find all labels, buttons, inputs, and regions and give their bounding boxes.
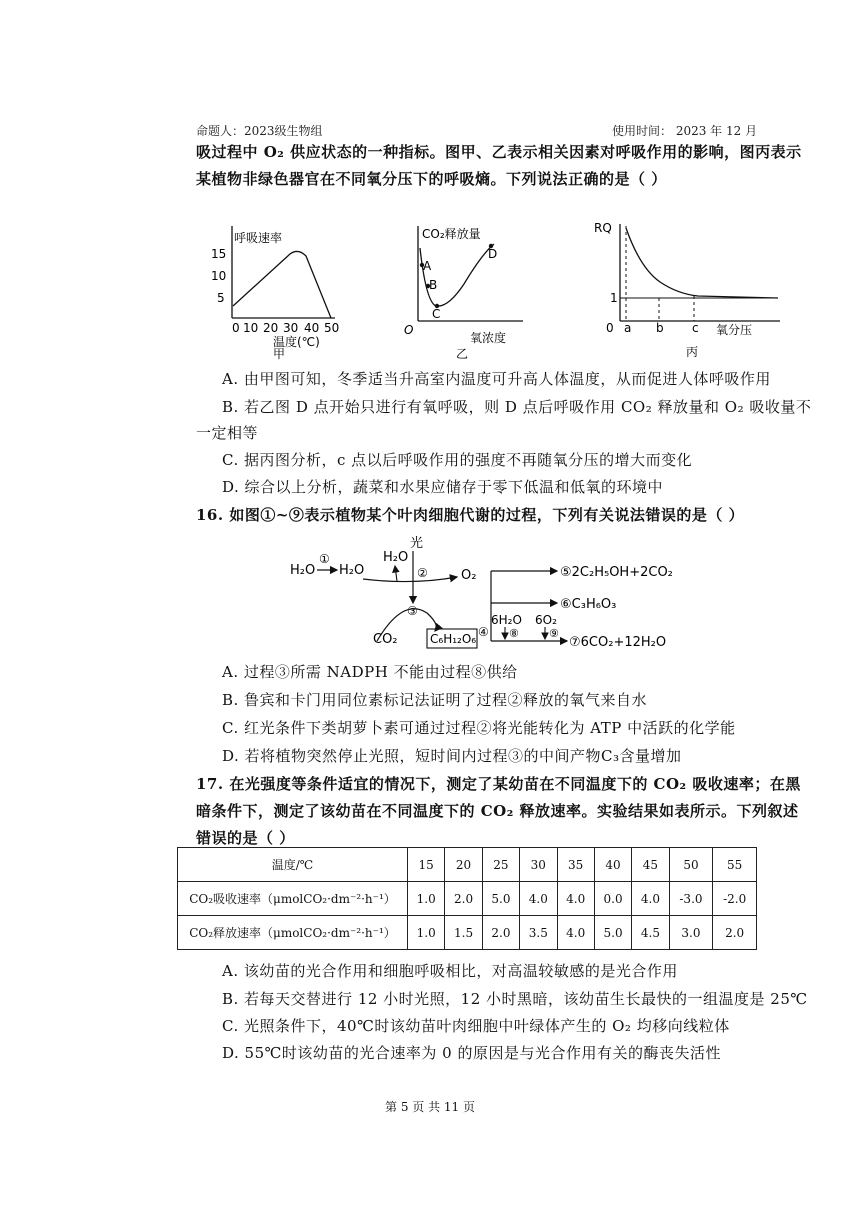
table-cell: 1.0 <box>408 916 445 950</box>
diag-h2o-top: H₂O <box>383 550 409 565</box>
page-footer: 第 5 页 共 11 页 <box>385 1100 475 1114</box>
bing-xlabel: 氧分压 <box>716 323 753 337</box>
jia-ylabel: 呼吸速率 <box>234 231 283 245</box>
jia-ytick-15: 15 <box>211 247 227 261</box>
table-row <box>178 882 757 916</box>
yi-ylabel: CO₂释放量 <box>422 227 481 241</box>
table-row <box>178 916 757 950</box>
yi-label-b: B <box>429 278 438 292</box>
table-cell: 4.5 <box>632 916 669 950</box>
diag-product-5: ⑤2C₂H₅OH+2CO₂ <box>560 565 673 580</box>
q16-stem: 16. 如图①~⑨表示植物某个叶肉细胞代谢的过程，下列有关说法错误的是（ ） <box>196 506 745 524</box>
table-cell: 4.0 <box>520 882 557 916</box>
jia-xtick-50: 50 <box>324 321 340 335</box>
intro-line-2: 某植物非绿色器官在不同氧分压下的呼吸熵。下列说法正确的是（ ） <box>196 170 667 188</box>
diag-glucose: C₆H₁₂O₆ <box>430 632 477 646</box>
yi-origin: O <box>404 323 414 337</box>
diag-product-7: ⑦6CO₂+12H₂O <box>569 635 667 650</box>
q16-option-a: A. 过程③所需 NADPH 不能由过程⑧供给 <box>222 663 518 681</box>
jia-ytick-5: 5 <box>217 291 225 305</box>
table-cell: 5.0 <box>482 882 519 916</box>
bing-xtick-b: b <box>656 321 664 335</box>
table-header-cell: 45 <box>632 848 669 882</box>
table-cell: 0.0 <box>594 882 631 916</box>
table-cell: CO₂释放速率（μmolCO₂·dm⁻²·h⁻¹） <box>178 916 408 950</box>
diag-product-6: ⑥C₃H₆O₃ <box>560 597 617 612</box>
table-cell: 4.0 <box>632 882 669 916</box>
diag-step-3: ③ <box>407 604 418 618</box>
yi-label-a: A <box>423 259 432 273</box>
q16-option-c: C. 红光条件下类胡萝卜素可通过过程②将光能转化为 ATP 中活跃的化学能 <box>222 719 736 737</box>
table-cell: 2.0 <box>482 916 519 950</box>
bing-xtick-0: 0 <box>606 321 614 335</box>
table-cell: 5.0 <box>594 916 631 950</box>
bing-ylabel: RQ <box>594 221 612 235</box>
figure-yi <box>398 218 538 363</box>
diag-step-8: ⑧ <box>509 627 519 640</box>
q17-option-a: A. 该幼苗的光合作用和细胞呼吸相比，对高温较敏感的是光合作用 <box>222 962 678 980</box>
q16-metabolism-diagram <box>285 533 705 658</box>
jia-xtick-0: 0 <box>232 321 240 335</box>
q17-data-table <box>177 847 757 950</box>
yi-label-c: C <box>432 307 441 321</box>
header-author: 命题人：2023级生物组 <box>196 124 323 138</box>
table-cell: 4.0 <box>557 882 594 916</box>
table-header-cell: 50 <box>669 848 713 882</box>
q15-option-d: D. 综合以上分析，蔬菜和水果应储存于零下低温和低氧的环境中 <box>222 478 664 496</box>
intro-line-1: 吸过程中 O₂ 供应状态的一种指标。图甲、乙表示相关因素对呼吸作用的影响，图丙表示 <box>196 143 802 161</box>
q17-option-c: C. 光照条件下，40℃时该幼苗叶肉细胞中叶绿体产生的 O₂ 均移向线粒体 <box>222 1017 730 1035</box>
bing-ytick-1: 1 <box>610 291 618 305</box>
table-cell: -3.0 <box>669 882 713 916</box>
table-header-cell: 20 <box>445 848 482 882</box>
q17-stem-2: 暗条件下，测定了该幼苗在不同温度下的 CO₂ 释放速率。实验结果如表所示。下列叙述 <box>196 802 799 820</box>
yi-xlabel: 氧浓度 <box>470 331 507 345</box>
jia-ytick-10: 10 <box>211 269 227 283</box>
table-header-cell: 30 <box>520 848 557 882</box>
diag-step-9: ⑨ <box>549 627 559 640</box>
diag-h2o-mid: H₂O <box>339 563 365 578</box>
table-header-cell: 15 <box>408 848 445 882</box>
q15-option-b-1: B. 若乙图 D 点开始只进行有氧呼吸，则 D 点后呼吸作用 CO₂ 释放量和 O₂ 吸收量不 <box>222 398 812 416</box>
q15-option-a: A. 由甲图可知，冬季适当升高室内温度可升高人体温度，从而促进人体呼吸作用 <box>222 370 771 388</box>
jia-xtick-30: 30 <box>283 321 299 335</box>
q17-option-d: D. 55℃时该幼苗的光合速率为 0 的原因是与光合作用有关的酶丧失活性 <box>222 1044 721 1062</box>
figure-jia <box>205 218 355 363</box>
bing-caption: 丙 <box>686 345 699 359</box>
table-cell: -2.0 <box>713 882 757 916</box>
q16-option-b: B. 鲁宾和卡门用同位素标记法证明了过程②释放的氧气来自水 <box>222 691 648 709</box>
diag-6h2o: 6H₂O <box>491 613 522 627</box>
jia-xtick-20: 20 <box>263 321 279 335</box>
table-cell: 3.0 <box>669 916 713 950</box>
q15-option-c: C. 据丙图分析，c 点以后呼吸作用的强度不再随氧分压的增大而变化 <box>222 451 693 469</box>
q15-option-b-2: 一定相等 <box>196 424 259 442</box>
table-header-cell: 25 <box>482 848 519 882</box>
table-cell: 1.0 <box>408 882 445 916</box>
table-cell: 2.0 <box>445 882 482 916</box>
table-header-cell: 35 <box>557 848 594 882</box>
diag-step-2: ② <box>417 566 428 580</box>
figure-bing <box>590 218 790 363</box>
table-header-cell: 温度/℃ <box>178 848 408 882</box>
diag-step-1: ① <box>319 552 330 566</box>
diag-6o2: 6O₂ <box>535 613 557 627</box>
table-header-cell: 40 <box>594 848 631 882</box>
jia-xlabel: 温度(℃) <box>273 335 320 349</box>
q17-stem-1: 17. 在光强度等条件适宜的情况下，测定了某幼苗在不同温度下的 CO₂ 吸收速率；在黑 <box>196 775 801 793</box>
bing-curve <box>626 228 778 298</box>
yi-caption: 乙 <box>456 347 469 361</box>
jia-caption: 甲 <box>273 347 286 361</box>
diag-h2o-left: H₂O <box>290 563 316 578</box>
table-cell: 4.0 <box>557 916 594 950</box>
diag-step-4: ④ <box>478 625 489 639</box>
bing-xtick-a: a <box>624 321 632 335</box>
yi-label-d: D <box>488 247 498 261</box>
bing-xtick-c: c <box>692 321 699 335</box>
jia-xtick-40: 40 <box>304 321 320 335</box>
q17-option-b: B. 若每天交替进行 12 小时光照，12 小时黑暗，该幼苗生长最快的一组温度是 25℃ <box>222 990 808 1008</box>
jia-curve <box>233 251 331 318</box>
q16-option-d: D. 若将植物突然停止光照，短时间内过程③的中间产物C₃含量增加 <box>222 747 682 765</box>
diag-o2: O₂ <box>461 568 477 583</box>
table-header-row <box>178 848 757 882</box>
diag-light: 光 <box>410 536 424 551</box>
header-date: 使用时间： 2023 年 12 月 <box>612 124 758 138</box>
table-header-cell: 55 <box>713 848 757 882</box>
table-cell: 3.5 <box>520 916 557 950</box>
q17-stem-3: 错误的是（ ） <box>196 829 295 847</box>
table-cell: CO₂吸收速率（μmolCO₂·dm⁻²·h⁻¹） <box>178 882 408 916</box>
jia-xtick-10: 10 <box>243 321 259 335</box>
diag-co2: CO₂ <box>373 632 398 647</box>
table-cell: 2.0 <box>713 916 757 950</box>
table-cell: 1.5 <box>445 916 482 950</box>
yi-curve <box>420 244 494 306</box>
